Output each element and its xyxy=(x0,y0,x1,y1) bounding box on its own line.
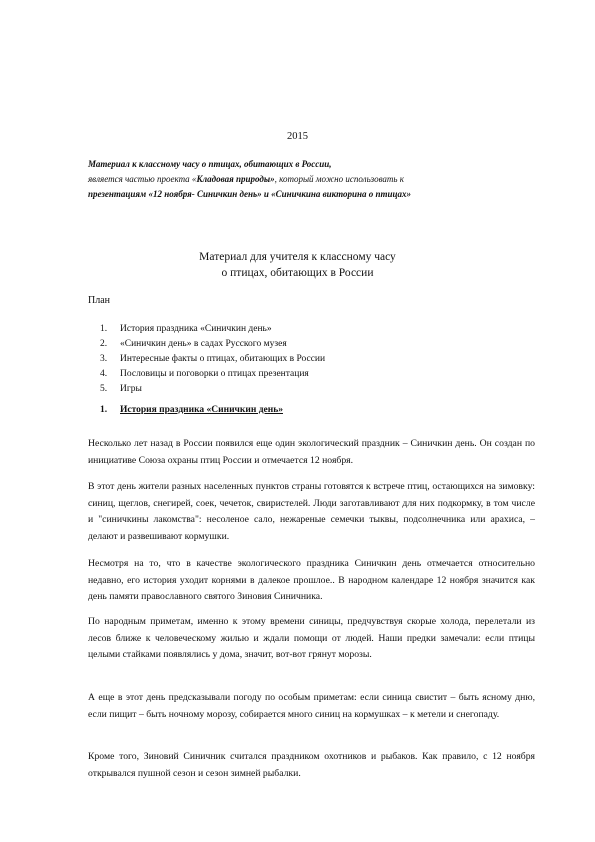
section-heading: 1. История праздника «Синичкин день» xyxy=(100,405,283,415)
plan-list xyxy=(100,322,325,397)
title-line-2: о птицах, обитающих в России xyxy=(221,267,374,279)
plan-label: План xyxy=(88,295,111,306)
intro-line-2: является частью проекта «Кладовая природы», который можно использовать к xyxy=(88,174,404,184)
intro-line-1: Материал к классному часу о птицах, обитающих в России, xyxy=(88,159,332,169)
plan-item: 3. Интересные факты о птицах, обитающих в России xyxy=(100,354,326,364)
paragraph: В этот день жители разных населенных пунктов страны готовятся к встрече птиц, остающихся на зимовку: синиц, щеглов, снегирей, соек, чечеток, свиристелей. Люди заготавливают для них подкормку, в том числе и "синичкины лакомства": несоленое сало, нежареные семечки тыквы, подсолнечника или арахиса, – делают и развешивают кормушки. xyxy=(88,481,535,542)
plan-item: 4. Пословицы и поговорки о птицах презентация xyxy=(100,369,309,379)
paragraph: Несколько лет назад в России появился еще один экологический праздник – Синичкин день. Он создан по инициативе Союза охраны птиц России и отмечается 12 ноября. xyxy=(88,438,535,466)
intro-line-3: презентациям «12 ноября- Синичкин день» и «Синичкина викторина о птицах» xyxy=(88,189,412,199)
plan-item: 5. Игры xyxy=(100,384,142,394)
year: 2015 xyxy=(287,131,308,142)
title-line-1: Материал для учителя к классному часу xyxy=(199,251,396,263)
plan-item: 2. «Синичкин день» в садах Русского музея xyxy=(100,339,287,349)
plan-item: 1. История праздника «Синичкин день» xyxy=(100,324,272,334)
document-title xyxy=(0,249,595,281)
intro-note xyxy=(88,157,528,202)
paragraph: Несмотря на то, что в качестве экологического праздника Синичкин день отмечается относительно недавно, его история уходит корнями в далекое прошлое.. В народном календаре 12 ноября значится как день памяти православного святого Зиновия Синичника. xyxy=(88,558,535,602)
paragraph: А еще в этот день предсказывали погоду по особым приметам: если синица свистит – быть ясному дню, если пищит – быть ночному морозу, собирается много синиц на кормушках – к метели и снегопаду. xyxy=(88,692,535,720)
paragraph: По народным приметам, именно к этому времени синицы, предчувствуя скорые холода, перелетали из лесов ближе к человеческому жилью и ждали помощи от людей. Наши предки замечали: если птицы целыми стайками появлялись у дома, значит, вот-вот грянут морозы. xyxy=(88,616,535,660)
paragraph: Кроме того, Зиновий Синичник считался праздником охотников и рыбаков. Как правило, с 12 ноября открывался пушной сезон и сезон зимней рыбалки. xyxy=(88,751,535,779)
